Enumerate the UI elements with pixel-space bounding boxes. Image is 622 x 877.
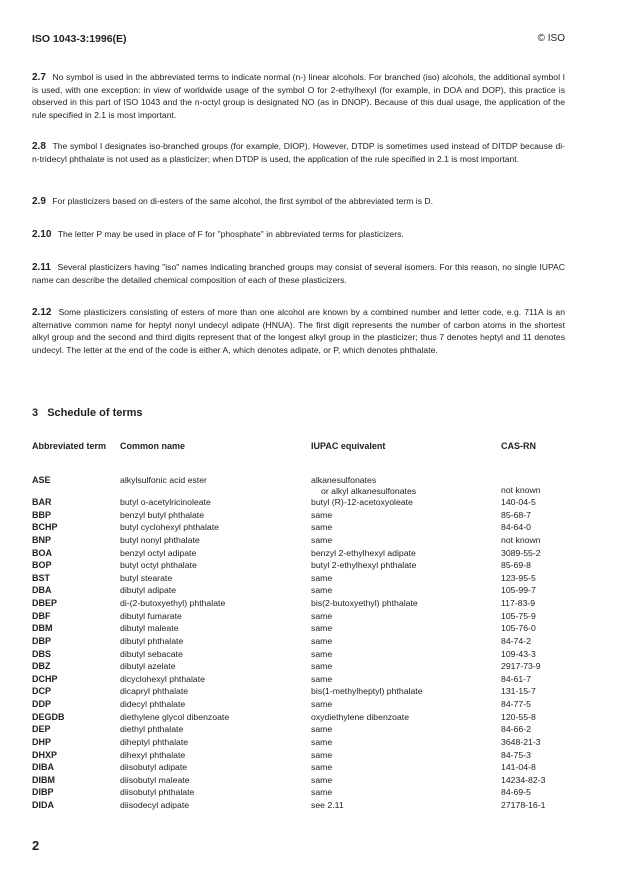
table-row xyxy=(32,496,572,509)
iupac-equivalent-cell: same xyxy=(311,585,333,596)
table-row xyxy=(32,698,572,711)
iupac-equivalent-cell xyxy=(311,474,416,496)
common-name-cell: dicapryl phthalate xyxy=(120,686,189,697)
table-row xyxy=(32,572,572,585)
common-name-cell: butyl o-acetylricinoleate xyxy=(120,497,211,507)
cas-number-cell: 120-55-8 xyxy=(501,711,536,722)
table-row xyxy=(32,736,572,749)
clause-number: 2.7 xyxy=(32,72,46,83)
common-name-cell: didecyl phthalate xyxy=(120,699,186,709)
common-name-cell: dibutyl adipate xyxy=(120,585,177,596)
table-row xyxy=(32,711,572,724)
clause-2-9 xyxy=(32,195,565,208)
iupac-equivalent-cell: same xyxy=(311,774,333,785)
cas-number-cell: not known xyxy=(501,485,541,495)
table-row xyxy=(32,474,572,496)
iupac-equivalent-cell: butyl 2-ethylhexyl phthalate xyxy=(311,560,417,571)
abbreviated-term-cell: BAR xyxy=(32,497,52,507)
common-name-cell: dibutyl phthalate xyxy=(120,635,184,646)
cas-number-cell: 123-95-5 xyxy=(501,572,536,583)
table-row xyxy=(32,648,572,661)
cas-number-cell: 85-69-8 xyxy=(501,560,531,571)
abbreviated-term-cell: DBA xyxy=(32,585,52,596)
cas-number-cell: 14234-82-3 xyxy=(501,774,546,785)
clause-2-10 xyxy=(32,228,565,241)
iupac-equivalent-cell: bis(1-methylheptyl) phthalate xyxy=(311,686,423,697)
abbreviated-term-cell: DIDA xyxy=(32,800,54,810)
common-name-cell: diethyl phthalate xyxy=(120,724,184,735)
table-row xyxy=(32,559,572,572)
clause-2-11 xyxy=(32,261,565,286)
clause-text: The letter P may be used in place of F for "phosphate" in abbreviated terms for plasticizers. xyxy=(57,229,404,239)
clause-number: 2.12 xyxy=(32,307,52,318)
iupac-equivalent-cell: same xyxy=(311,787,333,798)
cas-number-cell: 140-04-5 xyxy=(501,497,536,507)
section-heading xyxy=(32,407,143,419)
table-row xyxy=(32,534,572,547)
table-row xyxy=(32,597,572,610)
clause-number: 2.11 xyxy=(32,262,51,273)
abbreviated-term-cell: BOA xyxy=(32,547,52,558)
cas-number-cell: 105-99-7 xyxy=(501,585,536,596)
cas-number-cell: 84-75-3 xyxy=(501,749,531,760)
abbreviated-term-cell: DBM xyxy=(32,623,53,634)
cas-number-cell: 84-69-5 xyxy=(501,787,531,798)
table-row xyxy=(32,635,572,648)
abbreviated-term-cell: DEP xyxy=(32,724,51,735)
clause-text: Some plasticizers consisting of esters of more than one alcohol are known by a combined number and letter code, e.g. 711A is an alternative common name for heptyl nonyl undecyl adipate (HNUA). The first digit represents the number of carbon atoms in the shortest alkyl group and the second and third digits represent that of the longest alkyl group in the plasticizer; thus 7 denotes heptyl and 11 denotes undecyl. The letter at the end of the code is either A, which denotes adipate, or P, which denotes phthalate. xyxy=(32,307,565,355)
common-name-cell: dibutyl fumarate xyxy=(120,610,182,621)
cas-number-cell: 141-04-8 xyxy=(501,762,536,773)
table-row xyxy=(32,786,572,799)
common-name-cell: butyl stearate xyxy=(120,572,173,583)
cas-number-cell: 85-68-7 xyxy=(501,509,531,520)
table-row xyxy=(32,660,572,673)
common-name-cell: dihexyl phthalate xyxy=(120,749,186,760)
column-header-abbreviated-term: Abbreviated term xyxy=(32,441,107,451)
table-row xyxy=(32,761,572,774)
clause-2-7 xyxy=(32,71,565,121)
iupac-equivalent-cell: same xyxy=(311,572,333,583)
cas-number-cell: 117-83-9 xyxy=(501,598,536,608)
common-name-cell: diisobutyl phthalate xyxy=(120,787,195,798)
table-row xyxy=(32,723,572,736)
iupac-equivalent-cell: same xyxy=(311,509,333,520)
clause-2-8 xyxy=(32,140,565,165)
common-name-cell: benzyl butyl phthalate xyxy=(120,509,205,520)
common-name-cell: benzyl octyl adipate xyxy=(120,547,197,558)
table-row xyxy=(32,584,572,597)
table-row xyxy=(32,509,572,522)
cas-number-cell: not known xyxy=(501,534,541,545)
cas-number-cell: 84-66-2 xyxy=(501,724,531,735)
iupac-equivalent-cell: same xyxy=(311,534,333,545)
cas-number-cell: 84-61-7 xyxy=(501,673,531,684)
iupac-equivalent-cell: oxydiethylene dibenzoate xyxy=(311,711,410,722)
abbreviated-term-cell: DBF xyxy=(32,610,51,621)
abbreviated-term-cell: DBEP xyxy=(32,598,58,608)
column-header-cas-rn: CAS-RN xyxy=(501,441,536,451)
cas-number-cell: 84-74-2 xyxy=(501,635,531,646)
abbreviated-term-cell: DEGDB xyxy=(32,711,65,722)
cas-number-cell: 105-75-9 xyxy=(501,610,536,621)
abbreviated-term-cell: DBS xyxy=(32,648,52,659)
iupac-line-2: or alkyl alkanesulfonates xyxy=(321,485,417,496)
column-header-common-name: Common name xyxy=(120,441,186,451)
abbreviated-term-cell: BNP xyxy=(32,534,52,545)
abbreviated-term-cell: BBP xyxy=(32,509,52,520)
table-row xyxy=(32,749,572,762)
common-name-cell: diisobutyl maleate xyxy=(120,774,190,785)
iupac-equivalent-cell: bis(2-butoxyethyl) phthalate xyxy=(311,598,418,608)
iupac-equivalent-cell: same xyxy=(311,648,333,659)
iupac-equivalent-cell: same xyxy=(311,749,333,760)
iupac-equivalent-cell: benzyl 2-ethylhexyl adipate xyxy=(311,547,416,558)
clause-number: 2.9 xyxy=(32,196,46,207)
common-name-cell: di-(2-butoxyethyl) phthalate xyxy=(120,598,226,608)
clause-text: No symbol is used in the abbreviated terms to indicate normal (n-) linear alcohols. For branched (iso) alcohols, the additional symbol I is used, with one exception: in view of worldwide usage of the symbol O for 2-ethylhexyl (for example, in DOA and DOP), this practice is observed in this part of ISO 1043 and the n-octyl group is designated NO (as in DNOP). Because of this dual usage, the application of the rule specified in 2.1 is most important. xyxy=(32,72,565,120)
clause-text: Several plasticizers having "iso" names indicating branched groups may consist of several isomers. For this reason, no single IUPAC name can describe the detailed chemical composition of each of these plasticizers. xyxy=(32,262,565,286)
iupac-equivalent-cell: butyl (R)-12-acetoxyoleate xyxy=(311,497,413,507)
abbreviated-term-cell: DCP xyxy=(32,686,52,697)
common-name-cell: alkylsulfonic acid ester xyxy=(120,475,207,485)
clause-number: 2.10 xyxy=(32,229,52,240)
iupac-equivalent-cell: same xyxy=(311,762,333,773)
table-row xyxy=(32,673,572,686)
iupac-equivalent-cell: same xyxy=(311,699,333,709)
section-number: 3 xyxy=(32,407,39,419)
copyright-notice: © ISO xyxy=(537,33,565,44)
cas-number-cell: 3089-55-2 xyxy=(501,547,541,558)
common-name-cell: dibutyl azelate xyxy=(120,661,176,672)
abbreviated-term-cell: BOP xyxy=(32,560,52,571)
section-title: Schedule of terms xyxy=(47,407,143,419)
iupac-equivalent-cell: see 2.11 xyxy=(311,800,344,810)
clause-text: The symbol I designates iso-branched groups (for example, DIOP). However, DTDP is sometimes used instead of DITDP because di-n-tridecyl phthalate is not used as a plasticizer; when DTDP is used, the application of the rule specified in 2.1 is most important. xyxy=(32,141,565,165)
iupac-equivalent-cell: same xyxy=(311,736,333,747)
cas-number-cell: 131-15-7 xyxy=(501,686,536,697)
cas-number-cell: 105-76-0 xyxy=(501,623,536,634)
table-row xyxy=(32,799,572,812)
cas-number-cell: 2917-73-9 xyxy=(501,661,541,672)
cas-number-cell: 27178-16-1 xyxy=(501,800,546,810)
abbreviated-term-cell: DHP xyxy=(32,736,52,747)
table-row xyxy=(32,547,572,560)
common-name-cell: dicyclohexyl phthalate xyxy=(120,673,205,684)
table-row xyxy=(32,774,572,787)
table-row xyxy=(32,521,572,534)
iupac-equivalent-cell: same xyxy=(311,724,333,735)
abbreviated-term-cell: DBZ xyxy=(32,661,51,672)
abbreviated-term-cell: ASE xyxy=(32,475,51,485)
iupac-equivalent-cell: same xyxy=(311,635,333,646)
table-row xyxy=(32,622,572,635)
clause-2-12 xyxy=(32,306,565,356)
cas-number-cell: 3648-21-3 xyxy=(501,736,541,747)
common-name-cell: diheptyl phthalate xyxy=(120,736,189,747)
iupac-equivalent-cell: same xyxy=(311,610,333,621)
common-name-cell: butyl nonyl phthalate xyxy=(120,534,200,545)
standard-designation: ISO 1043-3:1996(E) xyxy=(32,33,127,45)
cas-number-cell: 84-64-0 xyxy=(501,522,531,533)
iupac-equivalent-cell: same xyxy=(311,661,333,672)
common-name-cell: butyl cyclohexyl phthalate xyxy=(120,522,219,533)
page-number: 2 xyxy=(32,838,40,853)
common-name-cell: dibutyl maleate xyxy=(120,623,179,634)
clause-number: 2.8 xyxy=(32,141,46,152)
iupac-equivalent-cell: same xyxy=(311,673,333,684)
abbreviated-term-cell: DIBA xyxy=(32,762,54,773)
common-name-cell: diisobutyl adipate xyxy=(120,762,188,773)
terms-table xyxy=(32,474,572,812)
abbreviated-term-cell: DHXP xyxy=(32,749,58,760)
common-name-cell: butyl octyl phthalate xyxy=(120,560,197,571)
table-row xyxy=(32,685,572,698)
common-name-cell: dibutyl sebacate xyxy=(120,648,183,659)
cas-number-cell: 109-43-3 xyxy=(501,648,536,659)
common-name-cell: diethylene glycol dibenzoate xyxy=(120,711,230,722)
abbreviated-term-cell: DDP xyxy=(32,699,52,709)
cas-number-cell: 84-77-5 xyxy=(501,699,531,709)
common-name-cell: diisodecyl adipate xyxy=(120,800,190,810)
abbreviated-term-cell: BST xyxy=(32,572,50,583)
abbreviated-term-cell: DCHP xyxy=(32,673,58,684)
abbreviated-term-cell: BCHP xyxy=(32,522,58,533)
iupac-equivalent-cell: same xyxy=(311,522,333,533)
abbreviated-term-cell: DIBM xyxy=(32,774,55,785)
iupac-equivalent-cell: same xyxy=(311,623,333,634)
iupac-line-1: alkanesulfonates xyxy=(311,475,377,485)
clause-text: For plasticizers based on di-esters of the same alcohol, the first symbol of the abbreviated term is D. xyxy=(52,196,433,206)
column-header-iupac-equivalent: IUPAC equivalent xyxy=(311,441,386,451)
abbreviated-term-cell: DBP xyxy=(32,635,52,646)
abbreviated-term-cell: DIBP xyxy=(32,787,54,798)
table-row xyxy=(32,610,572,623)
